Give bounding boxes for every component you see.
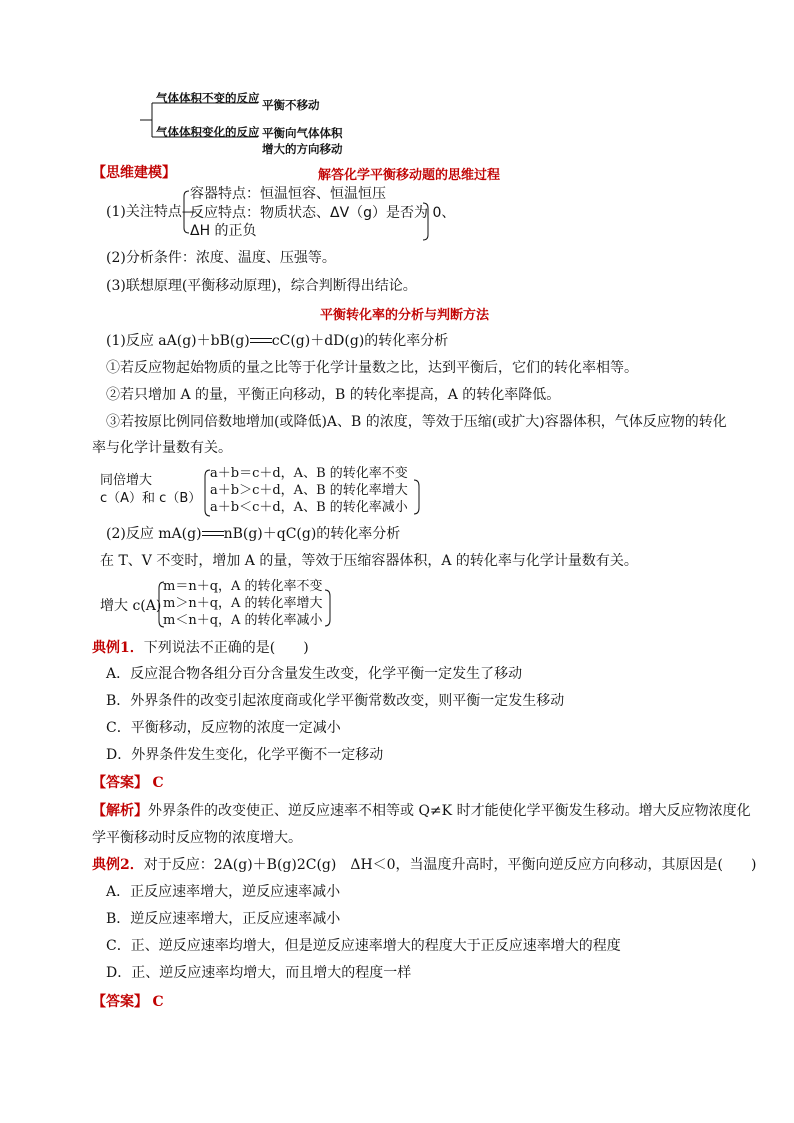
example1-option-b: B．外界条件的改变引起浓度商或化学平衡常数改变，则平衡一定发生移动 (106, 693, 565, 709)
conversion-p2-equation (106, 524, 400, 544)
example2-question: 对于反应：2A(g)＋B(g)2C(g) ΔH＜0，当温度升高时，平衡向逆反应方向移动，其原因是( ) (143, 857, 757, 873)
tree-branch1-result: 平衡不移动 (262, 98, 320, 112)
example1-question: 下列说法不正确的是( ) (143, 640, 309, 656)
example2-question-line (92, 855, 756, 875)
conversion-p1-equation (106, 331, 448, 351)
example2-option-a: A．正反应速率增大，逆反应速率减小 (106, 884, 341, 900)
model-tag: 【思维建模】 (92, 165, 176, 181)
example2-option-d: D．正、逆反应速率均增大，而且增大的程度一样 (106, 965, 412, 981)
tree-branch2-result-line2: 增大的方向移动 (262, 142, 343, 156)
example1-option-c: C．平衡移动，反应物的浓度一定减小 (106, 720, 341, 736)
b1-case1: a＋b＝c＋d，A、B 的转化率不变 (210, 466, 408, 481)
b2-case1: m＝n＋q，A 的转化率不变 (163, 579, 323, 594)
conversion-p2-body: 在 T、V 不变时，增加 A 的量，等效于压缩容器体积，A 的转化率与化学计量数有关。 (100, 553, 638, 569)
example1-answer-line (92, 773, 164, 793)
example2-tag: 典例2． (92, 857, 144, 873)
tree-branch1-condition: 气体体积不变的反应 (156, 91, 260, 105)
b1-case3: a＋b＜c＋d，A、B 的转化率减小 (210, 500, 408, 515)
example1-tag: 典例1． (92, 640, 144, 656)
model-item3: (3)联想原理(平衡移动原理)，综合判断得出结论。 (106, 278, 417, 294)
conversion-p1-i: ①若反应物起始物质的量之比等于化学计量数之比，达到平衡后，它们的转化率相等。 (106, 360, 638, 376)
example1-answer-tag: 【答案】 (92, 775, 148, 791)
example1-answer: C (152, 775, 164, 791)
b2-case2: m＞n＋q，A 的转化率增大 (163, 596, 323, 611)
example1-analysis-tag: 【解析】 (92, 803, 148, 819)
equilibrium-arrow-icon (202, 529, 224, 539)
b1-label-line1: 同倍增大 (100, 473, 153, 488)
conversion-title: 平衡转化率的分析与判断方法 (320, 308, 490, 323)
example2-answer-line (92, 992, 164, 1012)
example1-analysis-l2: 学平衡移动时反应物的浓度增大。 (92, 830, 302, 846)
model-title: 解答化学平衡移动题的思维过程 (318, 168, 501, 183)
b2-case3: m＜n＋q，A 的转化率减小 (163, 613, 323, 628)
conversion-p1-ii: ②若只增加 A 的量，平衡正向移动，B 的转化率提高，A 的转化率降低。 (106, 387, 561, 403)
model-item1-sub2: 反应特点：物质状态、ΔV（g）是否为 0、 (190, 205, 456, 221)
model-item1-sub3: ΔH 的正负 (190, 223, 257, 239)
conversion-p2-pre: (2)反应 mA(g) (106, 526, 202, 542)
example2-option-c: C．正、逆反应速率均增大，但是逆反应速率增大的程度大于正反应速率增大的程度 (106, 938, 621, 954)
example1-analysis-line1 (92, 801, 751, 821)
conversion-p1-pre: (1)反应 aA(g)＋bB(g) (106, 333, 250, 349)
b1-case2: a＋b＞c＋d，A、B 的转化率增大 (210, 483, 408, 498)
example2-answer: C (152, 994, 164, 1010)
conversion-p1-iii-l1: ③若按原比例同倍数地增加(或降低)A、B 的浓度，等效于压缩(或扩大)容器体积，气体反应物的转化 (106, 414, 727, 430)
model-item2: (2)分析条件：浓度、温度、压强等。 (106, 250, 336, 266)
example1-analysis-l1: 外界条件的改变使正、逆反应速率不相等或 Q≠K 时才能使化学平衡发生移动。增大反应物浓度化 (148, 803, 751, 819)
example1-question-line (92, 638, 309, 658)
tree-branch2-condition: 气体体积变化的反应 (156, 125, 260, 139)
model-item1-sub1: 容器特点：恒温恒容、恒温恒压 (190, 186, 386, 202)
conversion-p1-post: cC(g)＋dD(g)的转化率分析 (271, 333, 449, 349)
conversion-p1-iii-l2: 率与化学计量数有关。 (92, 440, 232, 456)
equilibrium-arrow-icon (250, 336, 272, 346)
example1-option-d: D．外界条件发生变化，化学平衡不一定移动 (106, 747, 384, 763)
example1-option-a: A．反应混合物各组分百分含量发生改变，化学平衡一定发生了移动 (106, 666, 523, 682)
model-item1-label: (1)关注特点— (106, 204, 196, 220)
tree-branch2-result-line1: 平衡向气体体积 (262, 126, 343, 140)
b2-label: 增大 c(A) (100, 598, 162, 614)
example2-option-b: B．逆反应速率增大，正反应速率减小 (106, 911, 341, 927)
conversion-p2-post: nB(g)＋qC(g)的转化率分析 (223, 526, 401, 542)
b1-label-line2: c（A）和 c（B） (100, 491, 202, 506)
example2-answer-tag: 【答案】 (92, 994, 148, 1010)
